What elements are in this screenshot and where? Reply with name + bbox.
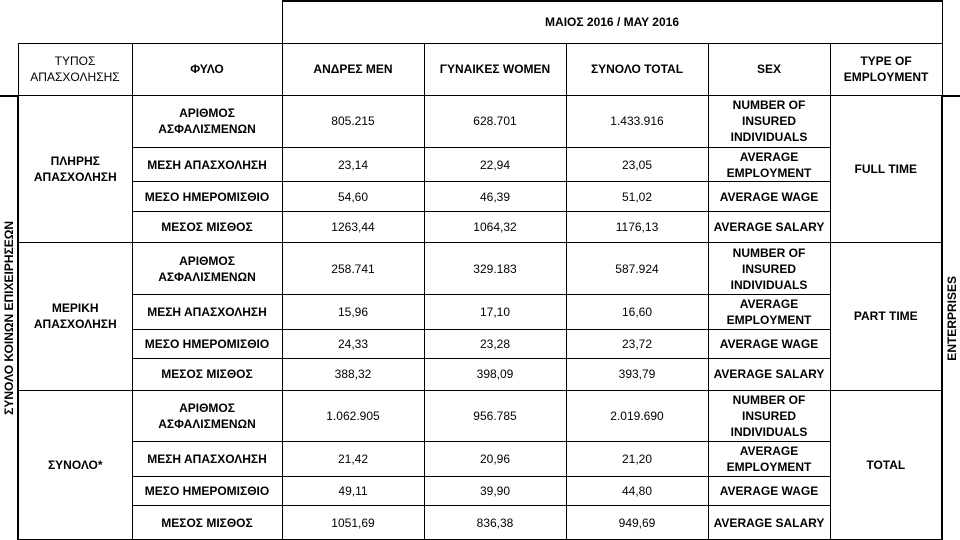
- table-row: [0, 359, 960, 391]
- women-value: 23,28: [424, 329, 566, 358]
- men-value: 388,32: [282, 359, 424, 391]
- table-row: [0, 442, 960, 477]
- total-value: 16,60: [566, 294, 708, 329]
- side-spacer-right: [942, 43, 960, 96]
- row-label-en: AVERAGE WAGE: [708, 182, 830, 211]
- men-value: 1.062.905: [282, 390, 424, 442]
- women-value: 1064,32: [424, 211, 566, 243]
- type-of-employment-header-en: TYPE OF EMPLOYMENT: [830, 43, 942, 96]
- total-value: 2.019.690: [566, 390, 708, 442]
- total-value: 23,72: [566, 329, 708, 358]
- women-value: 20,96: [424, 442, 566, 477]
- row-label-el: ΜΕΣΗ ΑΠΑΣΧΟΛΗΣΗ: [132, 147, 282, 182]
- sex-header-el: ΦΥΛΟ: [132, 43, 282, 96]
- group-type-el: ΜΕΡΙΚΗ ΑΠΑΣΧΟΛΗΣΗ: [18, 243, 132, 390]
- side-label-right: [942, 96, 960, 540]
- row-label-en: AVERAGE WAGE: [708, 476, 830, 505]
- total-value: 393,79: [566, 359, 708, 391]
- table-row: [0, 506, 960, 540]
- side-label-left-text: ΣΥΝΟΛΟ ΚΟΙΝΩΝ ΕΠΙΧΕΙΡΗΣΕΩΝ: [1, 221, 16, 415]
- group-type-el: ΠΛΗΡΗΣ ΑΠΑΣΧΟΛΗΣΗ: [18, 96, 132, 243]
- row-label-en: AVERAGE EMPLOYMENT: [708, 294, 830, 329]
- row-label-el: ΑΡΙΘΜΟΣ ΑΣΦΑΛΙΣΜΕΝΩΝ: [132, 243, 282, 295]
- table-row: [0, 182, 960, 211]
- table-row: [0, 147, 960, 182]
- women-value: 628.701: [424, 96, 566, 148]
- men-value: 805.215: [282, 96, 424, 148]
- row-label-el: ΜΕΣΟΣ ΜΙΣΘΟΣ: [132, 506, 282, 540]
- group-type-en: TOTAL: [830, 390, 942, 539]
- women-header: ΓΥΝΑΙΚΕΣ WOMEN: [424, 43, 566, 96]
- women-value: 836,38: [424, 506, 566, 540]
- total-value: 1.433.916: [566, 96, 708, 148]
- table-row: [0, 390, 960, 442]
- total-value: 949,69: [566, 506, 708, 540]
- men-value: 49,11: [282, 476, 424, 505]
- table-row: [0, 294, 960, 329]
- table-row: [0, 96, 960, 148]
- total-value: 23,05: [566, 147, 708, 182]
- row-label-en: NUMBER OF INSURED INDIVIDUALS: [708, 390, 830, 442]
- men-value: 54,60: [282, 182, 424, 211]
- table-row: [0, 211, 960, 243]
- row-label-en: AVERAGE SALARY: [708, 359, 830, 391]
- row-label-en: NUMBER OF INSURED INDIVIDUALS: [708, 96, 830, 148]
- row-label-el: ΜΕΣΟ ΗΜΕΡΟΜΙΣΘΙΟ: [132, 476, 282, 505]
- row-label-el: ΜΕΣΗ ΑΠΑΣΧΟΛΗΣΗ: [132, 294, 282, 329]
- period-header: ΜΑΙΟΣ 2016 / MAY 2016: [282, 1, 942, 43]
- total-value: 51,02: [566, 182, 708, 211]
- table-row: [0, 243, 960, 295]
- men-value: 15,96: [282, 294, 424, 329]
- type-of-employment-header-el: ΤΥΠΟΣ ΑΠΑΣΧΟΛΗΣΗΣ: [18, 43, 132, 96]
- table-row: [0, 476, 960, 505]
- row-label-el: ΜΕΣΟΣ ΜΙΣΘΟΣ: [132, 359, 282, 391]
- group-type-en: FULL TIME: [830, 96, 942, 243]
- men-value: 258.741: [282, 243, 424, 295]
- men-header: ΑΝΔΡΕΣ MEN: [282, 43, 424, 96]
- women-value: 956.785: [424, 390, 566, 442]
- empty-corner: [0, 1, 282, 43]
- women-value: 39,90: [424, 476, 566, 505]
- row-label-en: NUMBER OF INSURED INDIVIDUALS: [708, 243, 830, 295]
- row-label-el: ΜΕΣΗ ΑΠΑΣΧΟΛΗΣΗ: [132, 442, 282, 477]
- row-label-el: ΜΕΣΟΣ ΜΙΣΘΟΣ: [132, 211, 282, 243]
- row-label-el: ΜΕΣΟ ΗΜΕΡΟΜΙΣΘΙΟ: [132, 182, 282, 211]
- row-label-en: AVERAGE EMPLOYMENT: [708, 442, 830, 477]
- row-label-el: ΑΡΙΘΜΟΣ ΑΣΦΑΛΙΣΜΕΝΩΝ: [132, 96, 282, 148]
- table-row: [0, 329, 960, 358]
- side-spacer: [0, 43, 18, 96]
- men-value: 1051,69: [282, 506, 424, 540]
- women-value: 46,39: [424, 182, 566, 211]
- men-value: 1263,44: [282, 211, 424, 243]
- empty-corner-right: [942, 1, 960, 43]
- row-label-en: AVERAGE WAGE: [708, 329, 830, 358]
- group-type-en: PART TIME: [830, 243, 942, 390]
- group-type-el: ΣΥΝΟΛΟ*: [18, 390, 132, 539]
- side-label-right-text: ENTERPRISES: [944, 275, 959, 361]
- row-label-en: AVERAGE EMPLOYMENT: [708, 147, 830, 182]
- men-value: 23,14: [282, 147, 424, 182]
- sex-header-en: SEX: [708, 43, 830, 96]
- women-value: 17,10: [424, 294, 566, 329]
- row-label-el: ΑΡΙΘΜΟΣ ΑΣΦΑΛΙΣΜΕΝΩΝ: [132, 390, 282, 442]
- row-label-en: AVERAGE SALARY: [708, 211, 830, 243]
- men-value: 24,33: [282, 329, 424, 358]
- total-value: 1176,13: [566, 211, 708, 243]
- side-label-left: [0, 96, 18, 540]
- total-value: 44,80: [566, 476, 708, 505]
- row-label-el: ΜΕΣΟ ΗΜΕΡΟΜΙΣΘΙΟ: [132, 329, 282, 358]
- row-label-en: AVERAGE SALARY: [708, 506, 830, 540]
- column-header-row: [0, 43, 960, 96]
- women-value: 398,09: [424, 359, 566, 391]
- total-value: 587.924: [566, 243, 708, 295]
- men-value: 21,42: [282, 442, 424, 477]
- total-header: ΣΥΝΟΛΟ TOTAL: [566, 43, 708, 96]
- women-value: 329.183: [424, 243, 566, 295]
- women-value: 22,94: [424, 147, 566, 182]
- total-value: 21,20: [566, 442, 708, 477]
